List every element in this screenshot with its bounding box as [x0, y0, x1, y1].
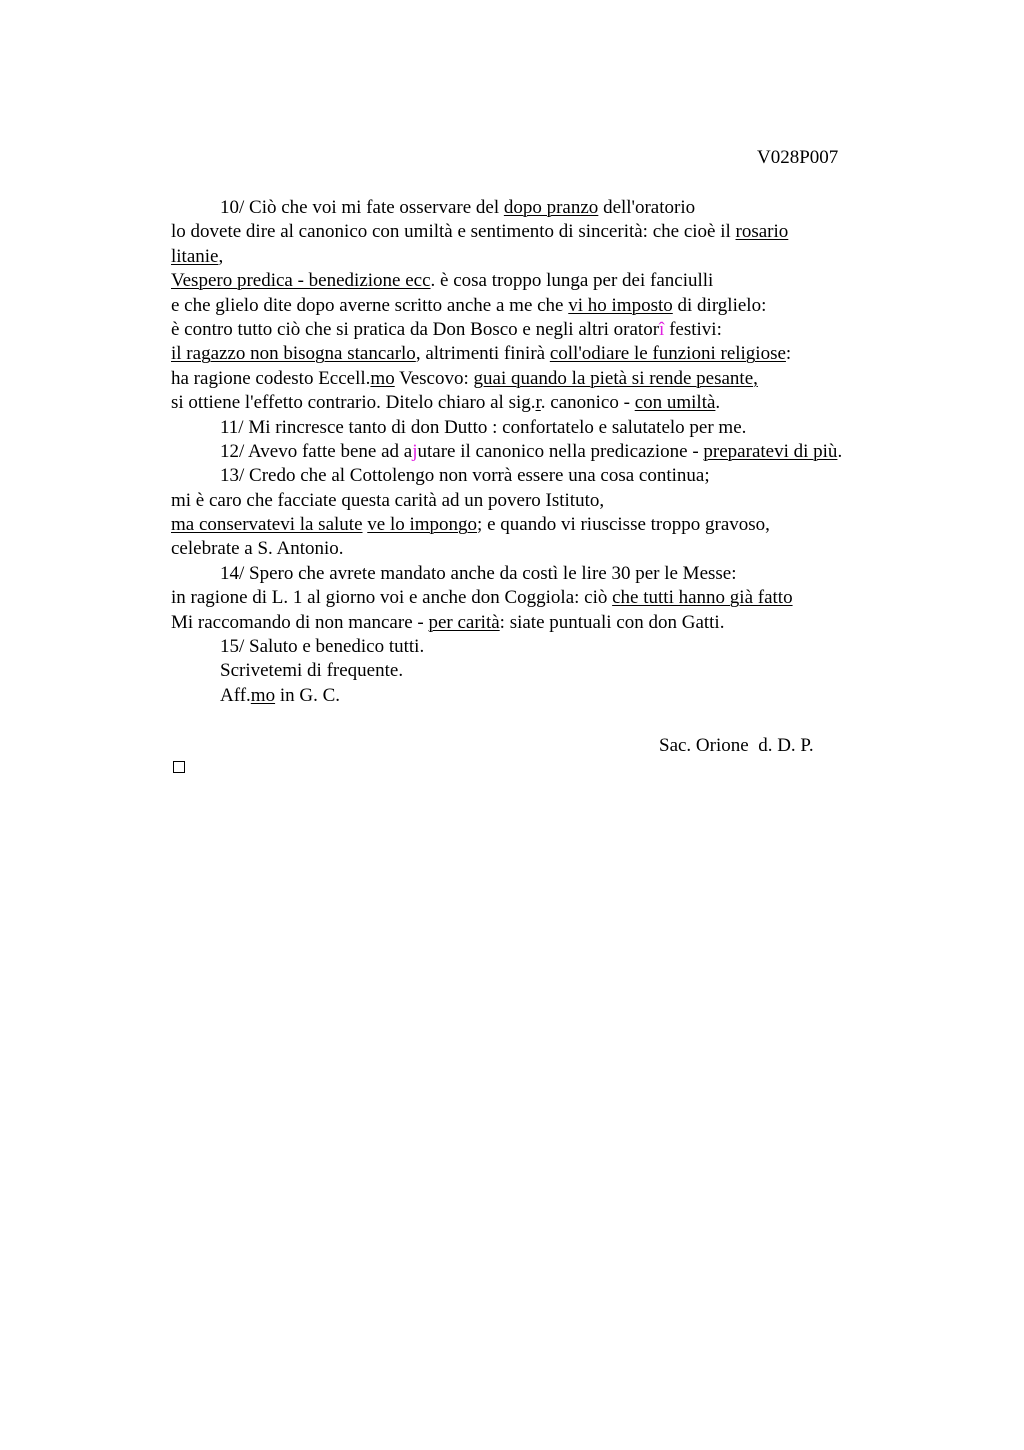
letter-line: si ottiene l'effetto contrario. Ditelo chiaro al sig.r. canonico - con umiltà. [171, 392, 721, 414]
letter-line: Scrivetemi di frequente. [220, 660, 404, 682]
highlighted-char: j [412, 440, 418, 462]
letter-line: 10/ Ciò che voi mi fate osservare del dopo pranzo dell'oratorio [220, 197, 696, 218]
page-id: V028P007 [757, 147, 839, 168]
letter-line: il ragazzo non bisogna stancarlo, altrimenti finirà coll'odiare le funzioni religiose: [171, 343, 792, 365]
letter-line: in ragione di L. 1 al giorno voi e anche don Coggiola: ciò che tutti hanno già fatto [171, 587, 793, 609]
letter-line: mi è caro che facciate questa carità ad un povero Istituto, [171, 489, 605, 511]
signature: Sac. Orione d. D. P. [659, 735, 814, 756]
letter-line: litanie, [171, 245, 224, 267]
letter-body [171, 196, 911, 708]
highlighted-char: î [659, 318, 665, 340]
letter-line: 15/ Saluto e benedico tutti. [220, 636, 425, 658]
letter-line: Vespero predica - benedizione ecc. è cosa troppo lunga per dei fanciulli [171, 270, 714, 292]
letter-line: 13/ Credo che al Cottolengo non vorrà essere una cosa continua; [220, 465, 710, 487]
letter-line: e che glielo dite dopo averne scritto anche a me che vi ho imposto di dirglielo: [171, 294, 767, 316]
letter-line: ha ragione codesto Eccell.mo Vescovo: guai quando la pietà si rende pesante, [171, 367, 758, 389]
letter-line: 11/ Mi rincresce tanto di don Dutto : confortatelo e salutatelo per me. [220, 416, 747, 438]
letter-line: Aff.mo in G. C. [220, 684, 341, 706]
letter-line: lo dovete dire al canonico con umiltà e sentimento di sincerità: che cioè il rosario [171, 221, 789, 243]
letter-line: è contro tutto ciò che si pratica da Don Bosco e negli altri oratorî festivi: [171, 318, 722, 340]
letter-line: 12/ Avevo fatte bene ad ajutare il canonico nella predicazione - preparatevi di più. [220, 440, 843, 462]
letter-line: 14/ Spero che avrete mandato anche da costì le lire 30 per le Messe: [220, 562, 737, 584]
letter-line: Mi raccomando di non mancare - per carità: siate puntuali con don Gatti. [171, 611, 725, 633]
letter-line: ma conservatevi la salute ve lo impongo; e quando vi riuscisse troppo gravoso, [171, 514, 770, 536]
checkbox-square-icon [173, 761, 185, 773]
letter-line: celebrate a S. Antonio. [171, 538, 344, 560]
